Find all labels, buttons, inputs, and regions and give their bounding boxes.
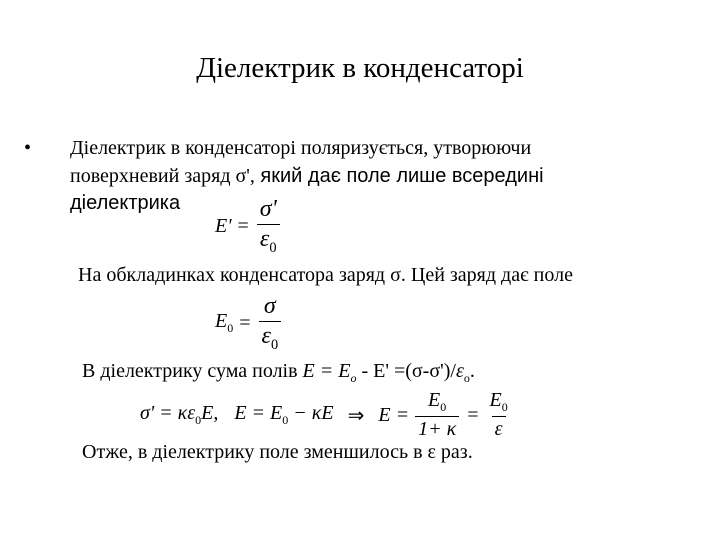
formula2-denominator: $\varepsilon_0$ <box>259 321 282 354</box>
formula1-denominator: $\varepsilon_0$ <box>257 224 280 257</box>
bullet-line-2-serif: поверхневий заряд σ', <box>70 165 255 187</box>
formula-e-prime <box>215 196 282 257</box>
formula1-numerator: σ' <box>259 196 277 222</box>
paragraph-plates: На обкладинках конденсатора заряд σ. Цей заряд дає поле <box>78 264 573 286</box>
implies-arrow-icon: ⇒ <box>347 404 365 427</box>
formula3-fraction-1 <box>415 389 459 441</box>
paragraph-sum-fields <box>82 360 475 386</box>
formula3-part1: $\sigma' = \kappa\varepsilon_0E$, <box>140 402 219 427</box>
formula1-fraction <box>257 196 280 257</box>
formula3-part3: E = <box>378 403 410 426</box>
para3-expr-a: $E = E_o$ <box>302 360 357 385</box>
formula3-part2: $E = E_0 - \kappa E$ <box>234 402 334 427</box>
bullet-line-3: діелектрика <box>70 192 181 214</box>
para3-end: . <box>469 360 475 382</box>
slide-title: Діелектрик в конденсаторі <box>196 52 524 84</box>
para3-prefix: В діелектрику сума полів <box>82 360 303 382</box>
bullet-line-2-sans: який дає поле лише всередині <box>254 165 544 187</box>
formula-chain <box>140 389 513 441</box>
formula3-frac2-numerator: $E_0$ <box>489 389 508 414</box>
formula1-eq: = <box>237 214 249 237</box>
bullet-marker: • <box>24 137 32 159</box>
formula3-frac2-denominator: ε <box>492 416 506 441</box>
formula3-frac1-denominator: 1+ κ <box>415 416 459 441</box>
formula3-frac1-numerator: $E_0$ <box>428 389 447 414</box>
formula2-lhs: $E_0$ <box>215 310 234 336</box>
formula2-eq: = <box>239 311 251 334</box>
conclusion-text: Отже, в діелектрику поле зменшилось в ε раз. <box>82 441 473 463</box>
bullet-line-1: Діелектрик в конденсаторі поляризується, утворюючи <box>70 137 532 159</box>
bullet-line-2 <box>70 165 544 188</box>
formula-e-zero <box>215 293 283 354</box>
formula3-fraction-2 <box>486 389 510 441</box>
formula3-eq: = <box>467 403 479 426</box>
formula2-fraction <box>259 293 282 354</box>
para3-expr-b: - E' =(σ-σ')/ <box>356 360 456 382</box>
formula2-numerator: σ <box>263 293 276 319</box>
formula1-lhs: E' <box>215 214 232 237</box>
para3-eps: $\varepsilon_o$ <box>455 360 470 385</box>
